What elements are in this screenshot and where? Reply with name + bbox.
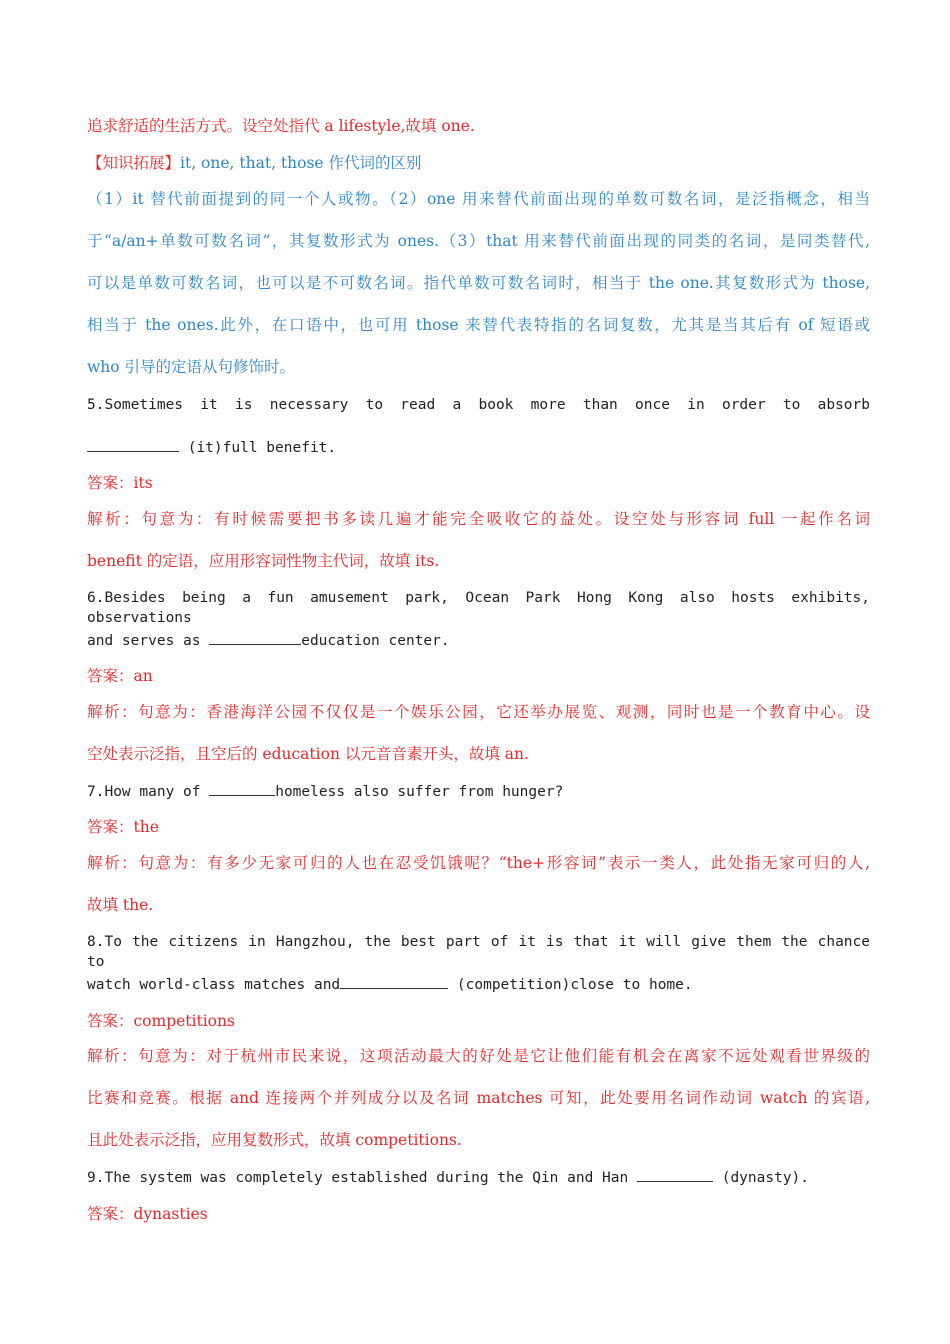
- knowledge-text-line: 可以是单数可数名词，也可以是不可数名词。指代单数可数名词时，相当于 the one.其复数形式为 those,: [87, 274, 870, 292]
- question-8-answer: 答案：competitions: [87, 1012, 235, 1030]
- answer-blank: [637, 1167, 713, 1182]
- question-6-explanation: 解析：句意为：香港海洋公园不仅仅是一个娱乐公园，它还举办展览、观测，同时也是一个教育中心。设: [87, 703, 870, 721]
- answer-blank: [209, 630, 301, 645]
- question-6-answer: 答案：an: [87, 667, 153, 685]
- question-5-text: 5.Sometimes it is necessary to read a book more than once in order to absorb: [87, 397, 870, 413]
- question-5-explanation: 解析：句意为：有时候需要把书多读几遍才能完全吸收它的益处。设空处与形容词 full 一起作名词: [87, 510, 870, 528]
- question-6-text: 6.Besides being a fun amusement park, Ocean Park Hong Kong also hosts exhibits, observations: [87, 590, 870, 626]
- answer-blank: [87, 437, 179, 452]
- knowledge-heading-text: it, one, that, those 作代词的区别: [180, 154, 422, 172]
- question-5-answer: 答案：its: [87, 474, 153, 492]
- knowledge-bracket-label: 【知识拓展】: [87, 154, 181, 172]
- question-8-tail: (competition)close to home.: [456, 977, 693, 993]
- question-7-explanation-cont: 故填 the.: [87, 896, 154, 914]
- question-8-text-cont: [87, 974, 870, 995]
- question-5-explanation-cont: benefit 的定语，应用形容词性物主代词，故填 its.: [87, 552, 440, 570]
- question-7-head: 7.How many of: [87, 784, 210, 800]
- knowledge-text-line: who 引导的定语从句修饰时。: [87, 358, 296, 376]
- answer-blank: [340, 974, 448, 989]
- question-7-text: [87, 781, 870, 802]
- question-5-text-cont: [87, 437, 870, 458]
- question-6-head: and serves as: [87, 633, 210, 649]
- question-9-answer: 答案：dynasties: [87, 1205, 208, 1223]
- question-8-head: watch world-class matches and: [87, 977, 341, 993]
- question-9-tail: (dynasty).: [721, 1170, 810, 1186]
- knowledge-expansion-heading: [87, 153, 870, 173]
- question-9-text: [87, 1167, 870, 1188]
- question-7-tail: homeless also suffer from hunger?: [275, 784, 564, 800]
- question-9-head: 9.The system was completely established during the Qin and Han: [87, 1170, 637, 1186]
- explanation-continuation: 追求舒适的生活方式。设空处指代 a lifestyle,故填 one.: [87, 117, 475, 135]
- question-6-tail: education center.: [301, 633, 450, 649]
- question-7-answer: 答案：the: [87, 818, 159, 836]
- question-8-explanation: 解析：句意为：对于杭州市民来说，这项活动最大的好处是它让他们能有机会在离家不远处观看世界级的: [87, 1047, 870, 1065]
- question-6-text-cont: [87, 630, 870, 651]
- knowledge-text-line: （1）it 替代前面提到的同一个人或物。（2）one 用来替代前面出现的单数可数名词，是泛指概念，相当: [87, 190, 870, 208]
- knowledge-text-line: 相当于 the ones.此外，在口语中，也可用 those 来替代表特指的名词复数，尤其是当其后有 of 短语或: [87, 316, 870, 334]
- question-8-text: 8.To the citizens in Hangzhou, the best part of it is that it will give them the chance to: [87, 934, 870, 970]
- question-7-explanation: 解析：句意为：有多少无家可归的人也在忍受饥饿呢？“the+形容词”表示一类人，此处指无家可归的人,: [87, 854, 870, 872]
- question-5-tail: (it)full benefit.: [187, 440, 337, 456]
- knowledge-text-line: 于“a/an+单数可数名词”，其复数形式为 ones.（3）that 用来替代前面出现的同类的名词，是同类替代,: [87, 232, 870, 250]
- answer-blank: [209, 781, 275, 796]
- question-8-explanation-cont: 且此处表示泛指，应用复数形式，故填 competitions.: [87, 1131, 462, 1149]
- question-6-explanation-cont: 空处表示泛指，且空后的 education 以元音音素开头，故填 an.: [87, 745, 529, 763]
- question-8-explanation-cont: 比赛和竞赛。根据 and 连接两个并列成分以及名词 matches 可知，此处要用名词作动词 watch 的宾语,: [87, 1089, 870, 1107]
